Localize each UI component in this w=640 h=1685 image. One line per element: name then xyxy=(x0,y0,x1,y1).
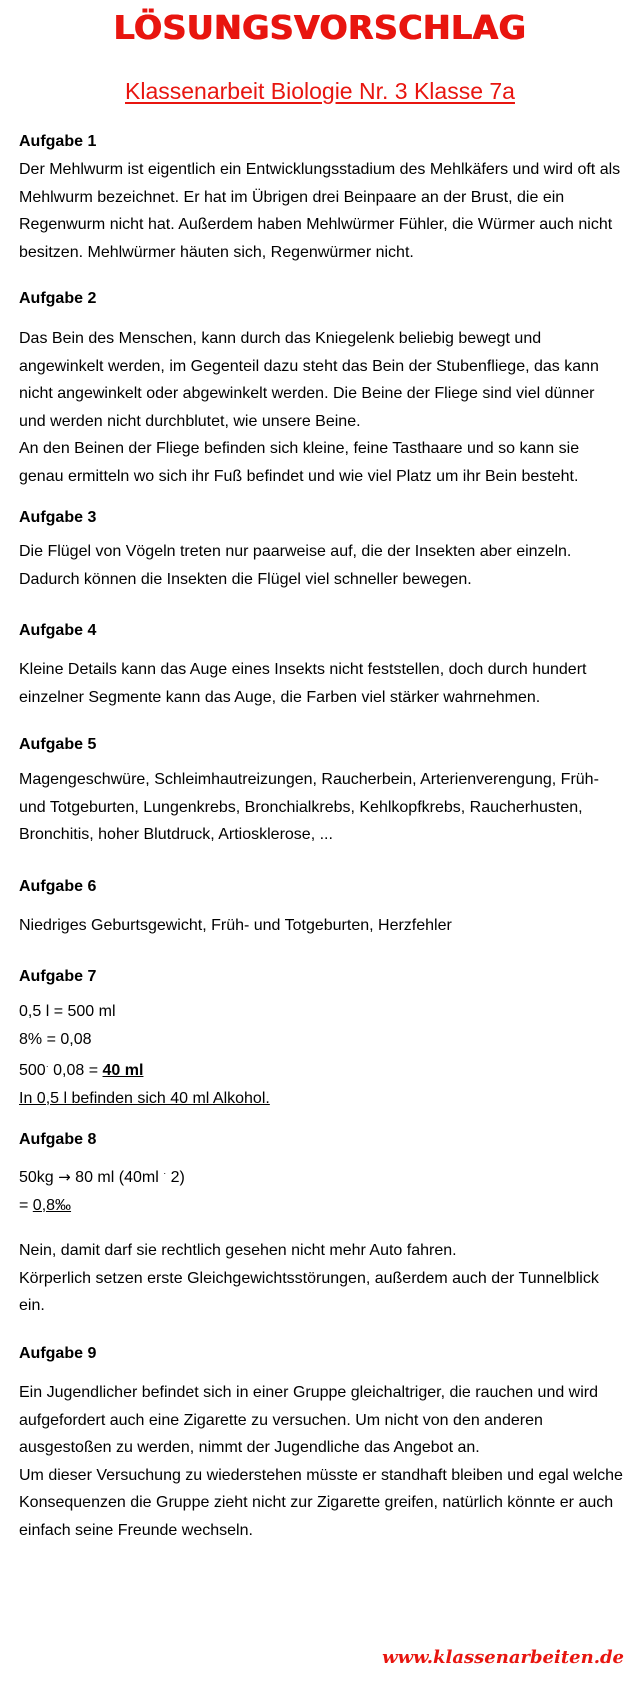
task-9-answer xyxy=(19,1379,629,1544)
calc-line: 8% = 0,08 xyxy=(19,1030,92,1048)
calc-operand: 80 ml (40ml xyxy=(70,1169,164,1186)
text-line: aufgefordert auch eine Zigarette zu versuchen. Um nicht von den anderen xyxy=(19,1411,543,1429)
text-line: Regenwurm nicht hat. Außerdem haben Mehlwürmer Fühler, die Würmer auch nicht xyxy=(19,216,613,233)
task-4-heading: Aufgabe 4 xyxy=(19,622,97,639)
text-line: Dadurch können die Insekten die Flügel viel schneller bewegen. xyxy=(19,570,472,588)
task-1-answer xyxy=(19,156,629,266)
task-3-answer xyxy=(19,538,629,593)
text-line: Körperlich setzen erste Gleichgewichtsstörungen, außerdem auch der Tunnelblick xyxy=(19,1269,599,1287)
task-5-heading: Aufgabe 5 xyxy=(19,736,97,753)
task-9-heading: Aufgabe 9 xyxy=(19,1345,97,1362)
text-line: Die Flügel von Vögeln treten nur paarweise auf, die der Insekten aber einzeln. xyxy=(19,543,572,560)
task-8-answer xyxy=(19,1237,629,1320)
calc-result: 0,8‰ xyxy=(32,1196,72,1214)
calc-operand: = xyxy=(19,1196,33,1214)
text-line: Der Mehlwurm ist eigentlich ein Entwicklungsstadium des Mehlkäfers und wird oft als xyxy=(19,161,621,178)
text-line: Bronchitis, hoher Blutdruck, Artiosklerose, ... xyxy=(19,826,333,843)
text-line: Das Bein des Menschen, kann durch das Kniegelenk beliebig bewegt und xyxy=(19,330,542,347)
text-line: besitzen. Mehlwürmer häuten sich, Regenwürmer nicht. xyxy=(19,243,414,261)
page-title: LÖSUNGSVORSCHLAG xyxy=(113,8,527,47)
calc-result: 40 ml xyxy=(102,1062,144,1079)
text-line: Nein, damit darf sie rechtlich gesehen nicht mehr Auto fahren. xyxy=(19,1242,457,1259)
site-footer-logo: www.klassenarbeiten.de xyxy=(382,1647,624,1668)
text-line: Ein Jugendlicher befindet sich in einer Gruppe gleichaltriger, die rauchen und wird xyxy=(19,1384,599,1401)
text-line: Magengeschwüre, Schleimhautreizungen, Raucherbein, Arterienverengung, Früh- xyxy=(19,771,599,788)
text-line: angewinkelt werden, im Gegenteil dazu steht das Bein der Stubenfliege, das kann xyxy=(19,357,599,375)
text-line: Kleine Details kann das Auge eines Insekts nicht feststellen, doch durch hundert xyxy=(19,661,587,678)
calc-operand: 0,08 = xyxy=(48,1062,103,1079)
text-line: Mehlwurm bezeichnet. Er hat im Übrigen drei Beinpaare an der Brust, die ein xyxy=(19,188,565,206)
right-arrow-icon: → xyxy=(58,1168,71,1186)
task-3-heading: Aufgabe 3 xyxy=(19,509,97,526)
task-4-answer xyxy=(19,656,629,711)
calc-operand: 500 xyxy=(19,1062,46,1079)
task-1-heading: Aufgabe 1 xyxy=(19,133,97,150)
task-5-answer xyxy=(19,766,629,849)
text-line: nicht angewinkelt oder abgewinkelt werden. Die Beine der Fliege sind viel dünner xyxy=(19,385,595,402)
calc-line xyxy=(19,1160,629,1192)
calc-line xyxy=(19,1053,629,1085)
task-8-calculation xyxy=(19,1160,629,1219)
calc-conclusion: In 0,5 l befinden sich 40 ml Alkohol. xyxy=(19,1089,270,1107)
text-line: Niedriges Geburtsgewicht, Früh- und Totgeburten, Herzfehler xyxy=(19,917,452,934)
task-6-answer xyxy=(19,912,629,940)
task-7-answer xyxy=(19,998,629,1112)
text-line: genau ermitteln wo sich ihr Fuß befindet und wie viel Platz um ihr Bein besteht. xyxy=(19,467,579,485)
text-line: Konsequenzen die Gruppe zieht nicht zur Zigarette greifen, natürlich könnte er auch xyxy=(19,1494,614,1511)
calc-operand: 50kg xyxy=(19,1169,59,1186)
text-line: und Totgeburten, Lungenkrebs, Bronchialkrebs, Kehlkopfkrebs, Raucherhusten, xyxy=(19,798,583,816)
page-subtitle: Klassenarbeit Biologie Nr. 3 Klasse 7a xyxy=(125,78,515,104)
text-line: ausgestoßen zu werden, nimmt der Jugendliche das Angebot an. xyxy=(19,1439,480,1456)
text-line: Um dieser Versuchung zu wiederstehen müsste er standhaft bleiben und egal welche xyxy=(19,1466,623,1484)
calc-line xyxy=(19,1192,629,1220)
task-2-answer xyxy=(19,325,629,490)
text-line: einzelner Segmente kann das Auge, die Farben viel stärker wahrnehmen. xyxy=(19,688,541,706)
task-6-heading: Aufgabe 6 xyxy=(19,878,97,895)
multiply-dot: · xyxy=(163,1168,167,1178)
calc-line: 0,5 l = 500 ml xyxy=(19,1003,116,1020)
text-line: An den Beinen der Fliege befinden sich kleine, feine Tasthaare und so kann sie xyxy=(19,440,580,457)
multiply-dot: · xyxy=(45,1061,49,1071)
task-7-heading: Aufgabe 7 xyxy=(19,968,97,985)
calc-operand: 2) xyxy=(166,1169,185,1186)
task-2-heading: Aufgabe 2 xyxy=(19,290,97,307)
text-line: einfach seine Freunde wechseln. xyxy=(19,1521,253,1539)
text-line: ein. xyxy=(19,1297,45,1314)
text-line: und werden nicht durchblutet, wie unsere Beine. xyxy=(19,412,361,430)
task-8-heading: Aufgabe 8 xyxy=(19,1131,97,1148)
